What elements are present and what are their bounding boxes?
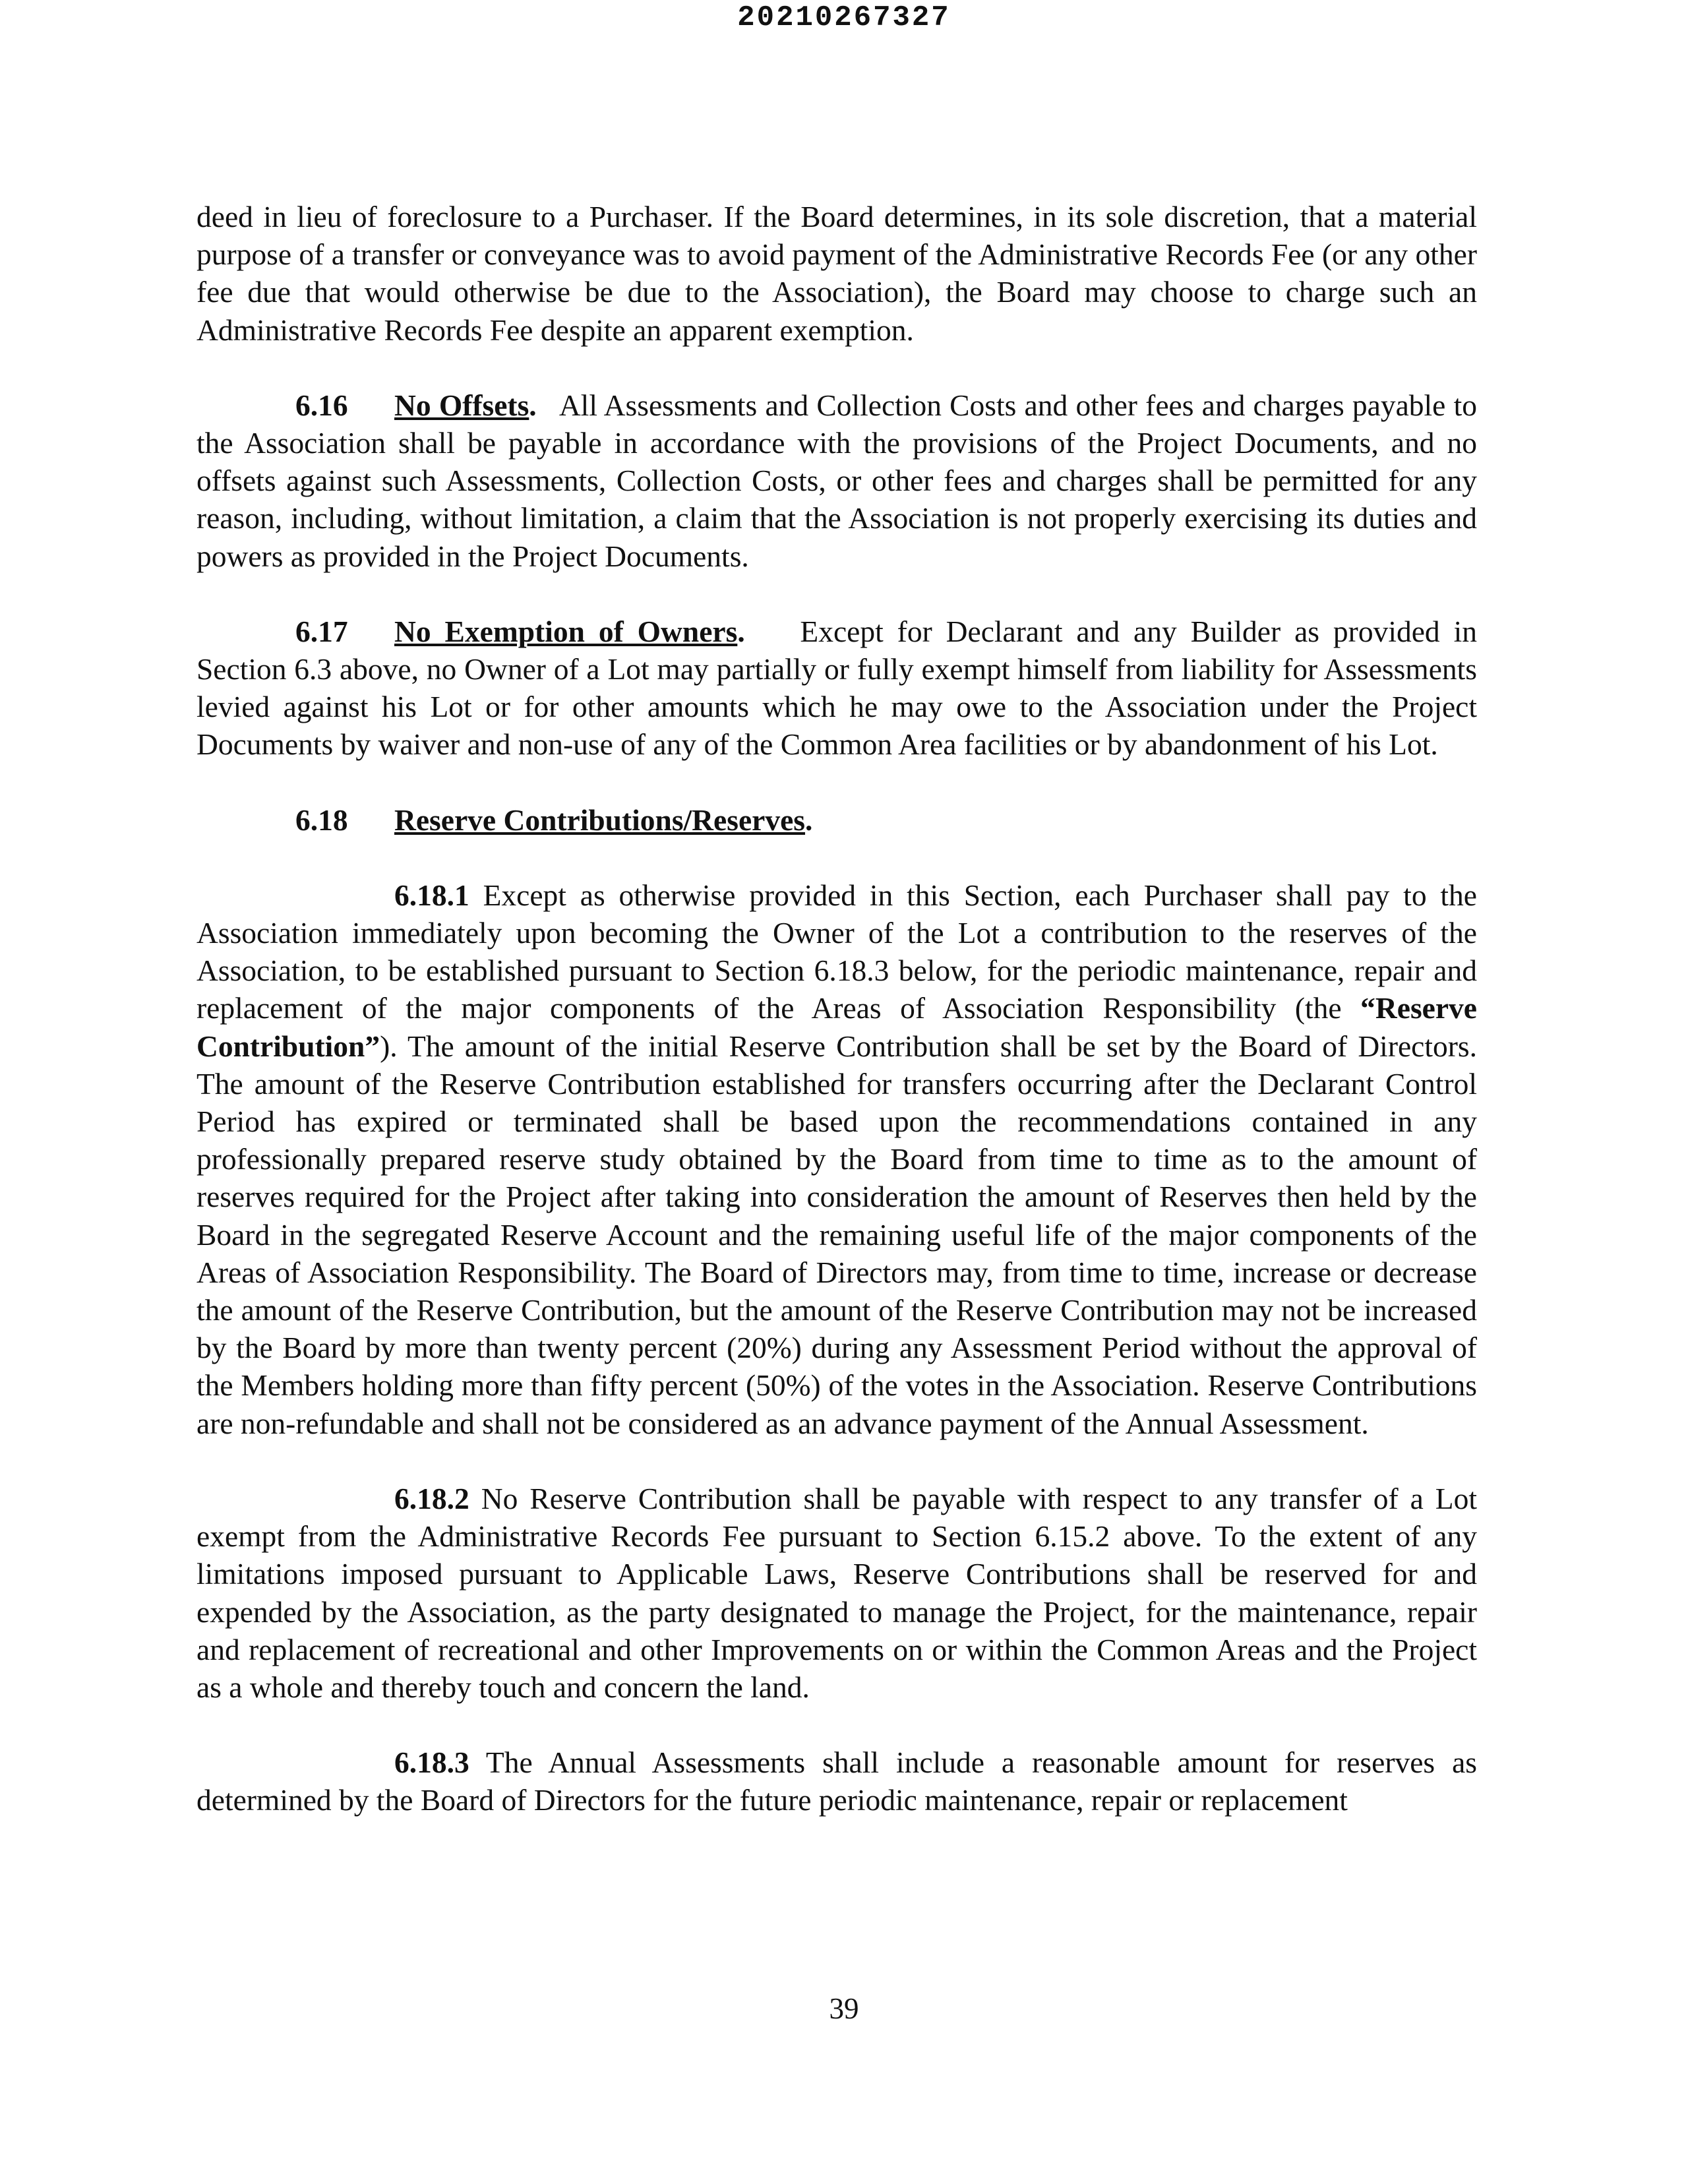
section-6-18: 6.18 Reserve Contributions/Reserves. [196,801,1477,839]
section-number: 6.16 [295,388,348,422]
section-title: No Exemption of Owners [394,614,738,648]
paragraph-continuation [196,198,1477,349]
subsection-number: 6.18.1 [394,878,469,912]
section-number: 6.18 [295,803,348,837]
section-title: Reserve Contributions/Reserves [394,803,805,837]
defined-term: “Reserve Contribution” [196,991,1477,1063]
section-6-16: 6.16 No Offsets. All Assessments and Collection Costs and other fees and charges payable to the Association shall be payable in accordance with the provisions of the Project Documents, and no offsets against such Assessments, Collection Costs, or other fees and charges shall be permitted for any reason, including, without limitation, a claim that the Association is not properly exercising its duties and powers as provided in the Project Documents. [196,386,1477,575]
subsection-number: 6.18.2 [394,1481,469,1515]
subsection-number: 6.18.3 [394,1745,469,1780]
section-6-18-2 [196,1480,1477,1706]
section-text: Except for Declarant and any Builder as provided in Section 6.3 above, no Owner of a Lot may partially or fully exempt himself from liability for Assessments levied against his Lot or for other amounts which he may owe to the Association under the Project Documents by waiver and non-use of any of the Common Area facilities or by abandonment of his Lot. [196,614,1477,762]
subsection-text: No Reserve Contribution shall be payable with respect to any transfer of a Lot exempt from the Administrative Records Fee pursuant to Section 6.15.2 above. To the extent of any limitations imposed pursuant to Applicable Laws, Reserve Contributions shall be reserved for and expended by the Association, as the party designated to manage the Project, for the maintenance, repair and replacement of recreational and other Improvements on or within the Common Areas and the Project as a whole and thereby touch and concern the land. [196,1481,1477,1704]
document-number: 20210267327 [737,1,951,34]
paragraph-text: deed in lieu of foreclosure to a Purchaser. If the Board determines, in its sole discretion, that a material purpose of a transfer or conveyance was to avoid payment of the Administrative Records Fee (or any other fee due that would otherwise be due to the Association), the Board may choose to charge such an Administrative Records Fee despite an apparent exemption. [196,200,1477,347]
section-text: All Assessments and Collection Costs and other fees and charges payable to the Association shall be payable in accordance with the provisions of the Project Documents, and no offsets against such Assessments, Collection Costs, or other fees and charges shall be permitted for any reason, including, without limitation, a claim that the Association is not properly exercising its duties and powers as provided in the Project Documents. [196,388,1477,573]
page-number: 39 [829,1992,859,2025]
subsection-text-before: Except as otherwise provided in this Section, each Purchaser shall pay to the Association immediately upon becoming the Owner of the Lot a contribution to the reserves of the Association, to be established pursuant to Section 6.18.3 below, for the periodic maintenance, repair and replacement of the major components of the Areas of Association Responsibility (the [196,878,1478,1025]
section-number: 6.17 [295,614,348,648]
subsection-text-after: ). The amount of the initial Reserve Contribution shall be set by the Board of Directors. The amount of the Reserve Contribution established for transfers occurring after the Declarant Control Period has expired or terminated shall be based upon the recommendations contained in any professionally prepared reserve study obtained by the Board from time to time as to the amount of reserves required for the Project after taking into consideration the amount of Reserves then held by the Board in the segregated Reserve Account and the remaining useful life of the major components of the Areas of Association Responsibility. The Board of Directors may, from time to time, increase or decrease the amount of the Reserve Contribution, but the amount of the Reserve Contribution may not be increased by the Board by more than twenty percent (20%) during any Assessment Period without the approval of the Members holding more than fifty percent (50%) of the votes in the Association. Reserve Contributions are non-refundable and shall not be considered as an advance payment of the Annual Assessment. [196,1029,1477,1440]
subsection-text: The Annual Assessments shall include a reasonable amount for reserves as determined by the Board of Directors for the future periodic maintenance, repair or replacement [196,1745,1478,1817]
section-6-18-3 [196,1744,1477,1819]
section-title: No Offsets [394,388,529,422]
section-6-17: 6.17 No Exemption of Owners. Except for Declarant and any Builder as provided in Section 6.3 above, no Owner of a Lot may partially or fully exempt himself from liability for Assessments levied against his Lot or for other amounts which he may owe to the Association under the Project Documents by waiver and non-use of any of the Common Area facilities or by abandonment of his Lot. [196,613,1477,764]
section-6-18-1 [196,876,1477,1442]
page-body [196,198,1477,1857]
